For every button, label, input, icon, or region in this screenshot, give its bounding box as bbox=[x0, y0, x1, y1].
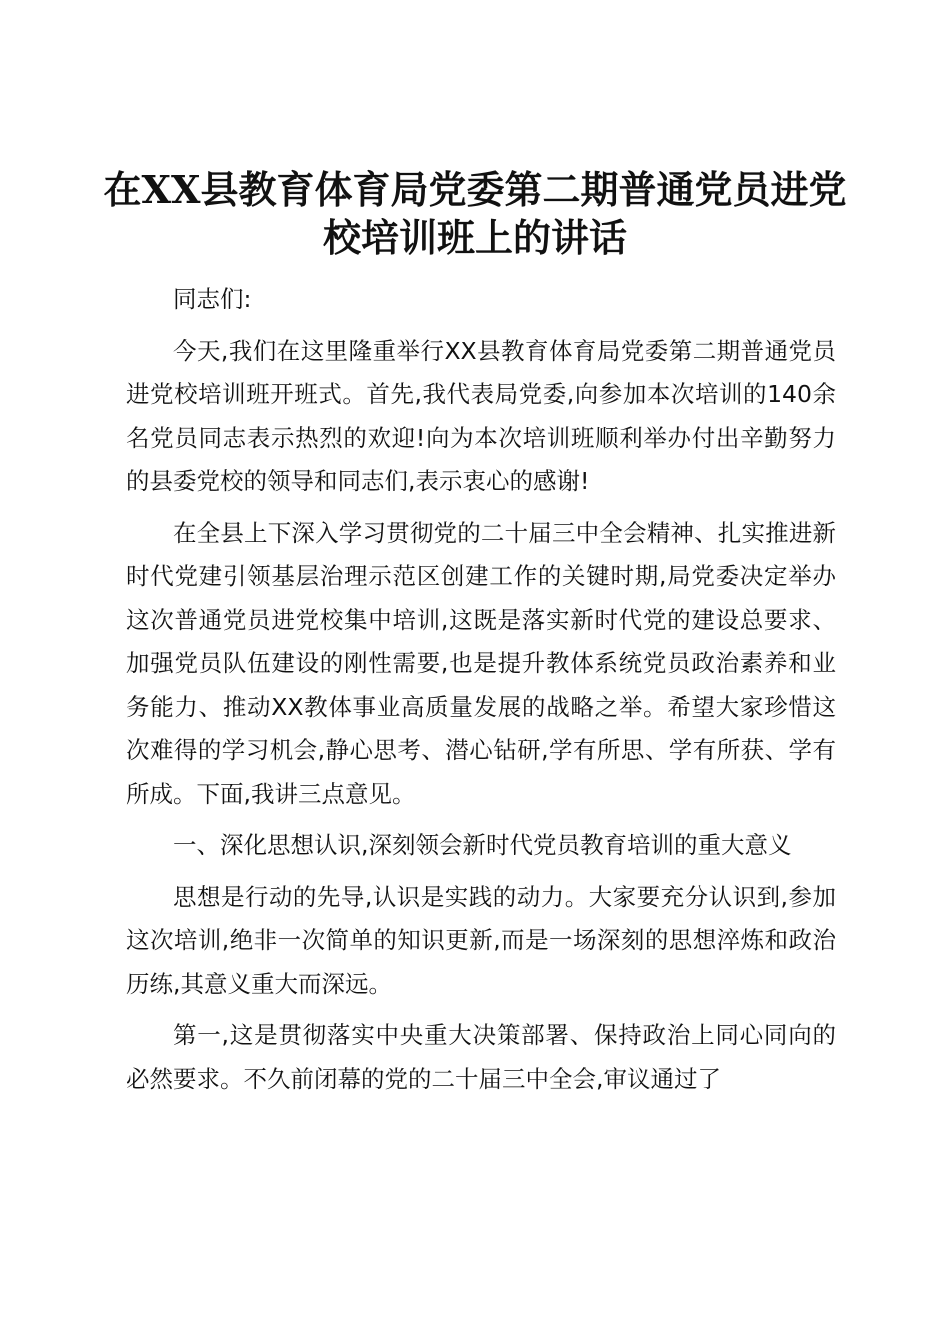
paragraph-first-point: 第一,这是贯彻落实中央重大决策部署、保持政治上同心同向的必然要求。不久前闭幕的党的二十届三中全会,审议通过了 bbox=[126, 1021, 836, 1093]
paragraph-thought: 思想是行动的先导,认识是实践的动力。大家要充分认识到,参加这次培训,绝非一次简单的知识更新,而是一场深刻的思想淬炼和政治历练,其意义重大而深远。 bbox=[126, 882, 836, 998]
paragraph-context: 在全县上下深入学习贯彻党的二十届三中全会精神、扎实推进新时代党建引领基层治理示范区创建工作的关键时期,局党委决定举办这次普通党员进党校集中培训,这既是落实新时代党的建设总要求、加强党员队伍建设的刚性需要,也是提升教体系统党员政治素养和业务能力、推动XX教体事业高质量发展的战略之举。希望大家珍惜这次难得的学习机会,静心思考、潜心钻研,学有所思、学有所获、学有所成。下面,我讲三点意见。 bbox=[126, 518, 836, 808]
document-body bbox=[126, 278, 836, 1109]
document-title: 在XX县教育体育局党委第二期普通党员进党校培训班上的讲话 bbox=[103, 167, 847, 260]
salutation: 同志们: bbox=[173, 285, 252, 313]
section-heading-1: 一、深化思想认识,深刻领会新时代党员教育培训的重大意义 bbox=[173, 831, 792, 859]
paragraph-opening: 今天,我们在这里隆重举行XX县教育体育局党委第二期普通党员进党校培训班开班式。首先,我代表局党委,向参加本次培训的140余名党员同志表示热烈的欢迎!向为本次培训班顺利举办付出辛勤努力的县委党校的领导和同志们,表示衷心的感谢! bbox=[126, 336, 836, 495]
